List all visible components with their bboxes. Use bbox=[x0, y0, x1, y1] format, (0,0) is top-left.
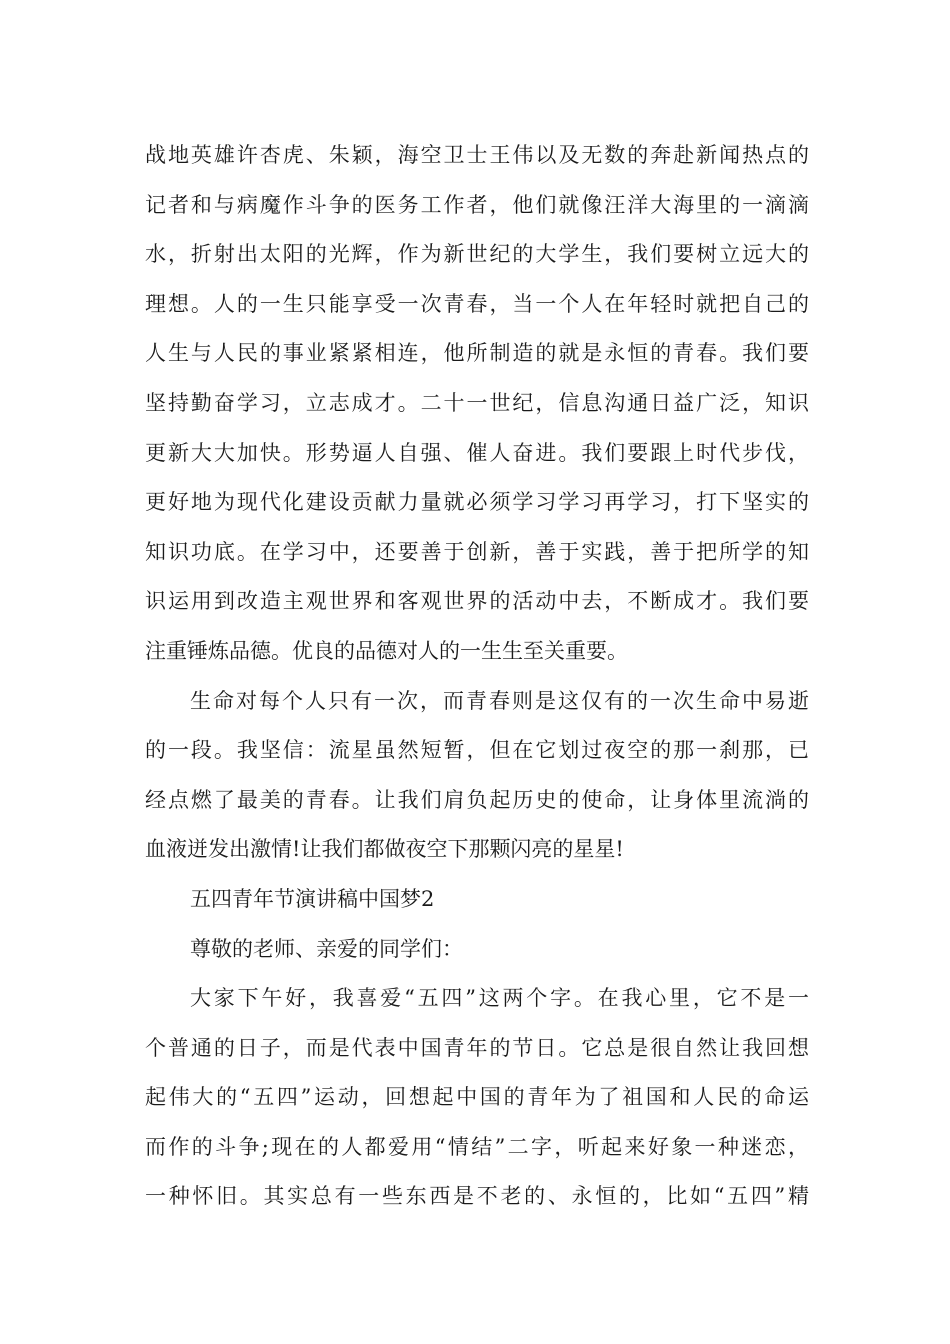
document-body bbox=[145, 131, 809, 1222]
text-line: 知识功底。在学习中，还要善于创新，善于实践，善于把所学的知 bbox=[145, 539, 809, 564]
text-line: 理想。人的一生只能享受一次青春，当一个人在年轻时就把自己的 bbox=[145, 291, 809, 316]
text-line: 识运用到改造主观世界和客观世界的活动中去，不断成才。我们要 bbox=[145, 589, 809, 614]
paragraph-first-line: 大家下午好，我喜爱“五四”这两个字。在我心里，它不是一 bbox=[190, 986, 809, 1011]
text-line: 水，折射出太阳的光辉，作为新世纪的大学生，我们要树立远大的 bbox=[145, 242, 809, 267]
text-line: 而作的斗争;现在的人都爱用“情结”二字，听起来好象一种迷恋， bbox=[145, 1134, 809, 1159]
text-line: 更新大大加快。形势逼人自强、催人奋进。我们要跟上时代步伐， bbox=[145, 440, 809, 465]
text-line: 记者和与病魔作斗争的医务工作者，他们就像汪洋大海里的一滴滴 bbox=[145, 192, 809, 217]
text-line: 血液迸发出激情!让我们都做夜空下那颗闪亮的星星! bbox=[145, 837, 624, 862]
text-line: 坚持勤奋学习，立志成才。二十一世纪，信息沟通日益广泛，知识 bbox=[145, 390, 809, 415]
salutation: 尊敬的老师、亲爱的同学们： bbox=[190, 936, 463, 961]
text-line: 个普通的日子，而是代表中国青年的节日。它总是很自然让我回想 bbox=[145, 1035, 809, 1060]
text-line: 注重锤炼品德。优良的品德对人的一生生至关重要。 bbox=[145, 638, 628, 663]
text-line: 起伟大的“五四”运动，回想起中国的青年为了祖国和人民的命运 bbox=[145, 1085, 809, 1110]
paragraph-first-line: 生命对每个人只有一次，而青春则是这仅有的一次生命中易逝 bbox=[190, 688, 809, 713]
text-line: 一种怀旧。其实总有一些东西是不老的、永恒的，比如“五四”精 bbox=[145, 1184, 809, 1209]
text-line: 战地英雄许杏虎、朱颖，海空卫士王伟以及无数的奔赴新闻热点的 bbox=[145, 143, 809, 167]
section-heading: 五四青年节演讲稿中国梦2 bbox=[190, 886, 435, 911]
text-line: 经点燃了最美的青春。让我们肩负起历史的使命，让身体里流淌的 bbox=[145, 787, 809, 812]
text-line: 更好地为现代化建设贡献力量就必须学习学习再学习，打下坚实的 bbox=[145, 490, 809, 515]
text-line: 的一段。我坚信：流星虽然短暂，但在它划过夜空的那一刹那，已 bbox=[145, 738, 809, 763]
text-line: 人生与人民的事业紧紧相连，他所制造的就是永恒的青春。我们要 bbox=[145, 341, 809, 366]
